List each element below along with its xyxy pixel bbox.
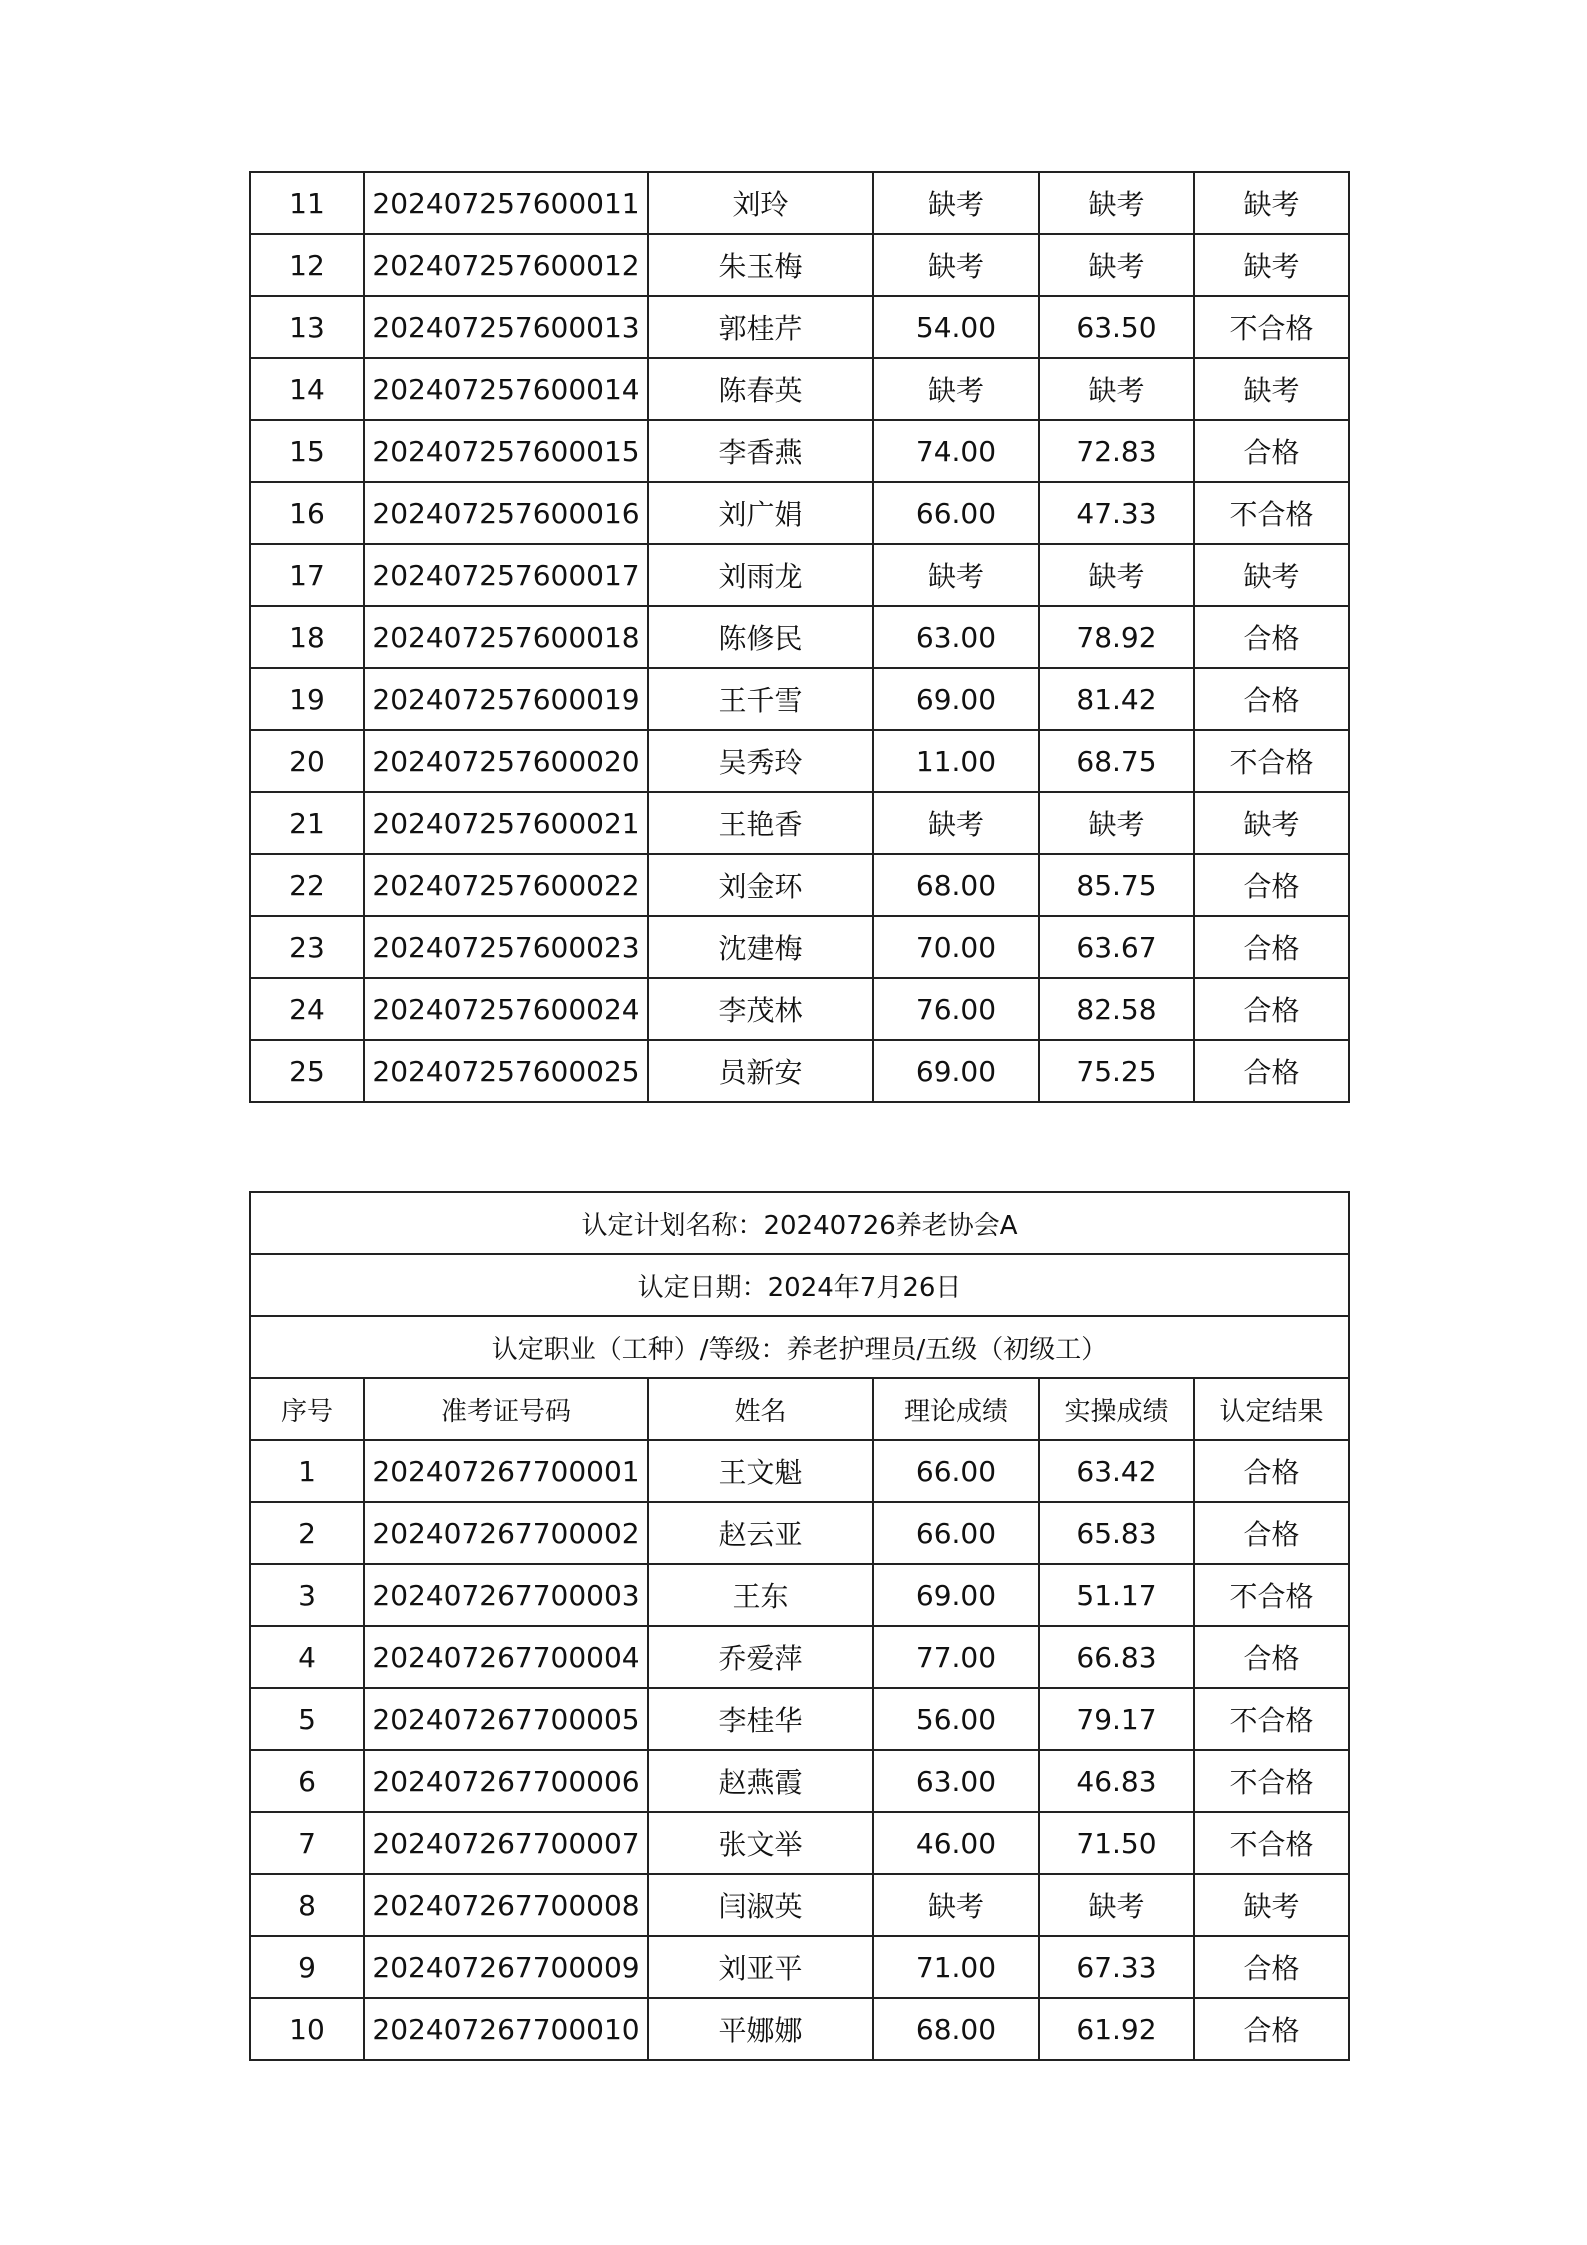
cell-seq: 1 <box>250 1440 364 1502</box>
cell-theory-score: 69.00 <box>873 668 1039 730</box>
cell-practical-score: 78.92 <box>1039 606 1194 668</box>
cell-theory-score: 71.00 <box>873 1936 1039 1998</box>
results-table-2 <box>249 1191 1350 2061</box>
plan-name-row <box>250 1192 1349 1254</box>
cell-name: 张文举 <box>648 1812 873 1874</box>
cell-practical-score: 71.50 <box>1039 1812 1194 1874</box>
table-row <box>250 172 1349 234</box>
cell-seq: 10 <box>250 1998 364 2060</box>
cell-result: 合格 <box>1194 420 1349 482</box>
cell-exam-id: 202407257600021 <box>364 792 648 854</box>
cell-practical-score: 75.25 <box>1039 1040 1194 1102</box>
cell-result: 不合格 <box>1194 482 1349 544</box>
cell-name: 刘玲 <box>648 172 873 234</box>
cell-seq: 14 <box>250 358 364 420</box>
table-row <box>250 1502 1349 1564</box>
cell-name: 朱玉梅 <box>648 234 873 296</box>
cell-theory-score: 缺考 <box>873 544 1039 606</box>
cell-result: 合格 <box>1194 978 1349 1040</box>
cell-seq: 17 <box>250 544 364 606</box>
header-exam-id: 准考证号码 <box>364 1378 648 1440</box>
cell-theory-score: 缺考 <box>873 172 1039 234</box>
cell-practical-score: 65.83 <box>1039 1502 1194 1564</box>
cell-exam-id: 202407267700010 <box>364 1998 648 2060</box>
cell-result: 不合格 <box>1194 1688 1349 1750</box>
cell-exam-id: 202407257600018 <box>364 606 648 668</box>
header-name: 姓名 <box>648 1378 873 1440</box>
cell-practical-score: 51.17 <box>1039 1564 1194 1626</box>
cell-practical-score: 46.83 <box>1039 1750 1194 1812</box>
cell-seq: 9 <box>250 1936 364 1998</box>
cell-name: 陈春英 <box>648 358 873 420</box>
cell-theory-score: 缺考 <box>873 1874 1039 1936</box>
occupation-row <box>250 1316 1349 1378</box>
cell-practical-score: 66.83 <box>1039 1626 1194 1688</box>
cell-seq: 5 <box>250 1688 364 1750</box>
table-row <box>250 1750 1349 1812</box>
table-row <box>250 296 1349 358</box>
cell-theory-score: 54.00 <box>873 296 1039 358</box>
cell-theory-score: 46.00 <box>873 1812 1039 1874</box>
cell-seq: 2 <box>250 1502 364 1564</box>
cell-seq: 15 <box>250 420 364 482</box>
date-row <box>250 1254 1349 1316</box>
cell-exam-id: 202407257600025 <box>364 1040 648 1102</box>
table-row <box>250 1936 1349 1998</box>
table-row <box>250 420 1349 482</box>
cell-practical-score: 63.67 <box>1039 916 1194 978</box>
cell-practical-score: 81.42 <box>1039 668 1194 730</box>
cell-theory-score: 68.00 <box>873 854 1039 916</box>
table-row <box>250 1564 1349 1626</box>
cell-result: 合格 <box>1194 1502 1349 1564</box>
occupation-level: 认定职业（工种）/等级：养老护理员/五级（初级工） <box>250 1316 1349 1378</box>
cell-name: 李茂林 <box>648 978 873 1040</box>
cell-practical-score: 缺考 <box>1039 792 1194 854</box>
cell-theory-score: 77.00 <box>873 1626 1039 1688</box>
results-table-2-body <box>250 1440 1349 2060</box>
cell-result: 缺考 <box>1194 792 1349 854</box>
cell-theory-score: 69.00 <box>873 1040 1039 1102</box>
cell-theory-score: 66.00 <box>873 1440 1039 1502</box>
table-row <box>250 606 1349 668</box>
header-practical-score: 实操成绩 <box>1039 1378 1194 1440</box>
cell-exam-id: 202407267700002 <box>364 1502 648 1564</box>
cell-theory-score: 70.00 <box>873 916 1039 978</box>
cell-seq: 18 <box>250 606 364 668</box>
cell-name: 赵燕霞 <box>648 1750 873 1812</box>
cell-exam-id: 202407257600017 <box>364 544 648 606</box>
cell-result: 合格 <box>1194 1440 1349 1502</box>
cell-result: 缺考 <box>1194 358 1349 420</box>
cell-theory-score: 56.00 <box>873 1688 1039 1750</box>
cell-name: 赵云亚 <box>648 1502 873 1564</box>
cell-exam-id: 202407257600024 <box>364 978 648 1040</box>
cell-name: 吴秀玲 <box>648 730 873 792</box>
cell-result: 合格 <box>1194 1040 1349 1102</box>
table-row <box>250 1040 1349 1102</box>
cell-exam-id: 202407257600012 <box>364 234 648 296</box>
cell-theory-score: 66.00 <box>873 482 1039 544</box>
table-row <box>250 234 1349 296</box>
cell-result: 合格 <box>1194 916 1349 978</box>
cell-exam-id: 202407267700008 <box>364 1874 648 1936</box>
cell-theory-score: 63.00 <box>873 606 1039 668</box>
results-table-1 <box>249 171 1350 1103</box>
cell-result: 合格 <box>1194 668 1349 730</box>
header-result: 认定结果 <box>1194 1378 1349 1440</box>
cell-seq: 6 <box>250 1750 364 1812</box>
table-row <box>250 1874 1349 1936</box>
cell-seq: 4 <box>250 1626 364 1688</box>
cell-result: 缺考 <box>1194 234 1349 296</box>
cell-practical-score: 82.58 <box>1039 978 1194 1040</box>
cell-name: 陈修民 <box>648 606 873 668</box>
table-row <box>250 916 1349 978</box>
cell-theory-score: 68.00 <box>873 1998 1039 2060</box>
table-row <box>250 1998 1349 2060</box>
cell-practical-score: 85.75 <box>1039 854 1194 916</box>
table-row <box>250 482 1349 544</box>
cell-practical-score: 缺考 <box>1039 358 1194 420</box>
cell-seq: 21 <box>250 792 364 854</box>
cell-exam-id: 202407257600020 <box>364 730 648 792</box>
cell-theory-score: 66.00 <box>873 1502 1039 1564</box>
table-row <box>250 1626 1349 1688</box>
cell-result: 不合格 <box>1194 1812 1349 1874</box>
cell-name: 乔爱萍 <box>648 1626 873 1688</box>
cell-practical-score: 72.83 <box>1039 420 1194 482</box>
cell-theory-score: 缺考 <box>873 234 1039 296</box>
cell-theory-score: 缺考 <box>873 358 1039 420</box>
cell-result: 不合格 <box>1194 1564 1349 1626</box>
table-row <box>250 854 1349 916</box>
header-seq: 序号 <box>250 1378 364 1440</box>
cell-theory-score: 69.00 <box>873 1564 1039 1626</box>
cell-theory-score: 缺考 <box>873 792 1039 854</box>
cell-seq: 20 <box>250 730 364 792</box>
cell-practical-score: 缺考 <box>1039 1874 1194 1936</box>
table-row <box>250 730 1349 792</box>
cell-exam-id: 202407257600014 <box>364 358 648 420</box>
cell-seq: 24 <box>250 978 364 1040</box>
cell-result: 合格 <box>1194 1626 1349 1688</box>
cell-result: 缺考 <box>1194 1874 1349 1936</box>
cell-name: 刘亚平 <box>648 1936 873 1998</box>
cell-name: 刘金环 <box>648 854 873 916</box>
cell-name: 郭桂芹 <box>648 296 873 358</box>
cell-name: 李香燕 <box>648 420 873 482</box>
cell-practical-score: 63.42 <box>1039 1440 1194 1502</box>
cell-practical-score: 61.92 <box>1039 1998 1194 2060</box>
cell-seq: 25 <box>250 1040 364 1102</box>
cell-exam-id: 202407267700005 <box>364 1688 648 1750</box>
certification-date: 认定日期：2024年7月26日 <box>250 1254 1349 1316</box>
table-row <box>250 1440 1349 1502</box>
cell-name: 刘广娟 <box>648 482 873 544</box>
cell-result: 合格 <box>1194 1936 1349 1998</box>
cell-practical-score: 47.33 <box>1039 482 1194 544</box>
cell-seq: 3 <box>250 1564 364 1626</box>
cell-result: 合格 <box>1194 606 1349 668</box>
cell-exam-id: 202407267700007 <box>364 1812 648 1874</box>
cell-theory-score: 74.00 <box>873 420 1039 482</box>
cell-practical-score: 缺考 <box>1039 234 1194 296</box>
cell-exam-id: 202407257600019 <box>364 668 648 730</box>
cell-seq: 22 <box>250 854 364 916</box>
column-header-row <box>250 1378 1349 1440</box>
cell-theory-score: 63.00 <box>873 1750 1039 1812</box>
table-row <box>250 544 1349 606</box>
cell-seq: 7 <box>250 1812 364 1874</box>
cell-practical-score: 68.75 <box>1039 730 1194 792</box>
cell-seq: 16 <box>250 482 364 544</box>
cell-result: 合格 <box>1194 854 1349 916</box>
cell-exam-id: 202407257600023 <box>364 916 648 978</box>
cell-result: 不合格 <box>1194 1750 1349 1812</box>
table-row <box>250 358 1349 420</box>
cell-seq: 23 <box>250 916 364 978</box>
cell-name: 闫淑英 <box>648 1874 873 1936</box>
cell-name: 沈建梅 <box>648 916 873 978</box>
cell-theory-score: 76.00 <box>873 978 1039 1040</box>
cell-name: 李桂华 <box>648 1688 873 1750</box>
cell-result: 不合格 <box>1194 730 1349 792</box>
cell-name: 王艳香 <box>648 792 873 854</box>
cell-name: 刘雨龙 <box>648 544 873 606</box>
cell-seq: 19 <box>250 668 364 730</box>
table-row <box>250 978 1349 1040</box>
cell-exam-id: 202407267700006 <box>364 1750 648 1812</box>
cell-exam-id: 202407257600016 <box>364 482 648 544</box>
table-row <box>250 668 1349 730</box>
cell-practical-score: 63.50 <box>1039 296 1194 358</box>
cell-result: 缺考 <box>1194 544 1349 606</box>
plan-name: 认定计划名称：20240726养老协会A <box>250 1192 1349 1254</box>
cell-seq: 11 <box>250 172 364 234</box>
cell-seq: 12 <box>250 234 364 296</box>
cell-name: 平娜娜 <box>648 1998 873 2060</box>
cell-exam-id: 202407257600022 <box>364 854 648 916</box>
cell-practical-score: 缺考 <box>1039 172 1194 234</box>
cell-seq: 8 <box>250 1874 364 1936</box>
cell-name: 员新安 <box>648 1040 873 1102</box>
cell-exam-id: 202407267700004 <box>364 1626 648 1688</box>
cell-name: 王文魁 <box>648 1440 873 1502</box>
cell-exam-id: 202407267700009 <box>364 1936 648 1998</box>
cell-exam-id: 202407257600015 <box>364 420 648 482</box>
cell-theory-score: 11.00 <box>873 730 1039 792</box>
cell-exam-id: 202407267700001 <box>364 1440 648 1502</box>
cell-exam-id: 202407257600013 <box>364 296 648 358</box>
cell-result: 不合格 <box>1194 296 1349 358</box>
cell-result: 缺考 <box>1194 172 1349 234</box>
cell-practical-score: 79.17 <box>1039 1688 1194 1750</box>
cell-practical-score: 缺考 <box>1039 544 1194 606</box>
table-row <box>250 792 1349 854</box>
table-row <box>250 1812 1349 1874</box>
cell-practical-score: 67.33 <box>1039 1936 1194 1998</box>
cell-result: 合格 <box>1194 1998 1349 2060</box>
results-table-1-body <box>250 172 1349 1102</box>
cell-exam-id: 202407257600011 <box>364 172 648 234</box>
cell-exam-id: 202407267700003 <box>364 1564 648 1626</box>
cell-seq: 13 <box>250 296 364 358</box>
header-theory-score: 理论成绩 <box>873 1378 1039 1440</box>
cell-name: 王东 <box>648 1564 873 1626</box>
table-row <box>250 1688 1349 1750</box>
cell-name: 王千雪 <box>648 668 873 730</box>
